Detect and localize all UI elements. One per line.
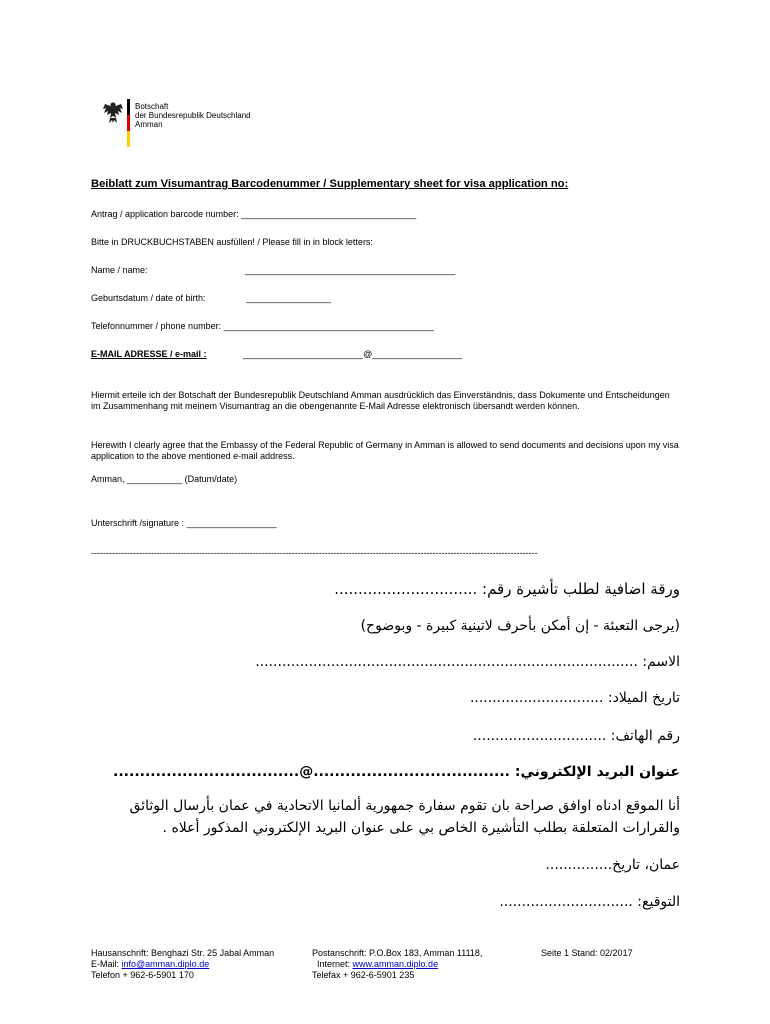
footer-postal: Postanschrift: P.O.Box 183, Amman 11118, xyxy=(312,948,483,958)
dob-label: Geburtsdatum / date of birth: xyxy=(91,293,206,303)
email-line: ________________________@__________________ xyxy=(243,349,463,359)
form-title: Beiblatt zum Visumantrag Barcodenummer / Supplementary sheet for visa application no: xyxy=(91,178,569,190)
place-date: Amman, ___________ (Datum/date) xyxy=(91,474,238,484)
footer-fax: Telefax + 962-6-5901 235 xyxy=(312,970,415,980)
arabic-title: ورقة اضافية لطلب تأشيرة رقم: .............................. xyxy=(334,580,680,598)
arabic-dob: تاريخ الميلاد: .............................. xyxy=(469,690,680,706)
footer-email-link[interactable]: info@amman.diplo.de xyxy=(121,959,210,969)
block-letters-note: Bitte in DRUCKBUCHSTABEN ausfüllen! / Please fill in in block letters: xyxy=(91,237,373,247)
footer-internet-label: Internet: xyxy=(317,959,353,969)
arabic-place-date: عمان، تاريخ............... xyxy=(545,857,680,873)
arabic-signature: التوقيع: .............................. xyxy=(499,894,680,910)
separator-line: ----------------------------------------------------------------------------------------------------------------------------------------------------- xyxy=(91,548,538,558)
arabic-email: عنوان البريد الإلكتروني: .....................................@................................... xyxy=(113,764,680,780)
letterhead-line-3: Amman xyxy=(135,120,163,129)
footer-internet-link[interactable]: www.amman.diplo.de xyxy=(352,959,439,969)
footer-address: Hausanschrift: Benghazi Str. 25 Jabal Amman xyxy=(91,948,275,958)
phone-field: Telefonnummer / phone number: __________________________________________ xyxy=(91,321,434,331)
footer-left xyxy=(91,948,274,981)
email-label: E-MAIL ADRESSE / e-mail : xyxy=(91,349,207,359)
dob-line: _________________ xyxy=(246,293,332,303)
german-flag-bar xyxy=(127,99,130,147)
footer-phone: Telefon + 962-6-5901 170 xyxy=(91,970,194,980)
letterhead-text xyxy=(135,102,251,129)
letterhead-line-2: der Bundesrepublik Deutschland xyxy=(135,111,251,120)
letterhead-line-1: Botschaft xyxy=(135,102,169,111)
consent-german: Hiermit erteile ich der Botschaft der Bundesrepublik Deutschland Amman ausdrücklich das Einverständnis, dass Dokumente und Entscheidungen im Zusammenhang mit meinem Visumantrag an die obengenannte E-Mail Adresse elektronisch übersandt werden können. xyxy=(91,390,670,411)
footer-middle xyxy=(312,948,482,981)
arabic-name: الاسم: ...................................................................................... xyxy=(255,654,680,670)
signature-line: Unterschrift /signature : __________________ xyxy=(91,518,277,528)
footer-page-info: Seite 1 Stand: 02/2017 xyxy=(541,948,633,958)
name-label: Name / name: xyxy=(91,265,148,275)
federal-eagle-icon xyxy=(102,100,124,124)
name-line: __________________________________________ xyxy=(245,265,456,275)
barcode-field: Antrag / application barcode number: ___________________________________ xyxy=(91,209,417,219)
arabic-instruction: (يرجى التعبئة - إن أمكن بأحرف لاتينية كبيرة - وبوضوح) xyxy=(360,618,680,634)
arabic-phone: رقم الهاتف: .............................. xyxy=(472,728,680,744)
footer-email-label: E-Mail: xyxy=(91,959,122,969)
arabic-consent-line-2: والقرارات المتعلقة بطلب التأشيرة الخاص بي على عنوان البريد الإلكتروني المذكور أعلاه . xyxy=(162,820,680,836)
footer-email-row xyxy=(91,959,274,970)
arabic-consent-line-1: أنا الموقع ادناه اوافق صراحة بان تقوم سفارة جمهورية ألمانيا الاتحادية في عمان بأرسال الوثائق xyxy=(129,798,680,814)
consent-english: Herewith I clearly agree that the Embassy of the Federal Republic of Germany in Amman is allowed to send documents and decisions upon my visa application to the above mentioned e-mail address. xyxy=(91,440,679,461)
footer-internet-row xyxy=(312,959,482,970)
